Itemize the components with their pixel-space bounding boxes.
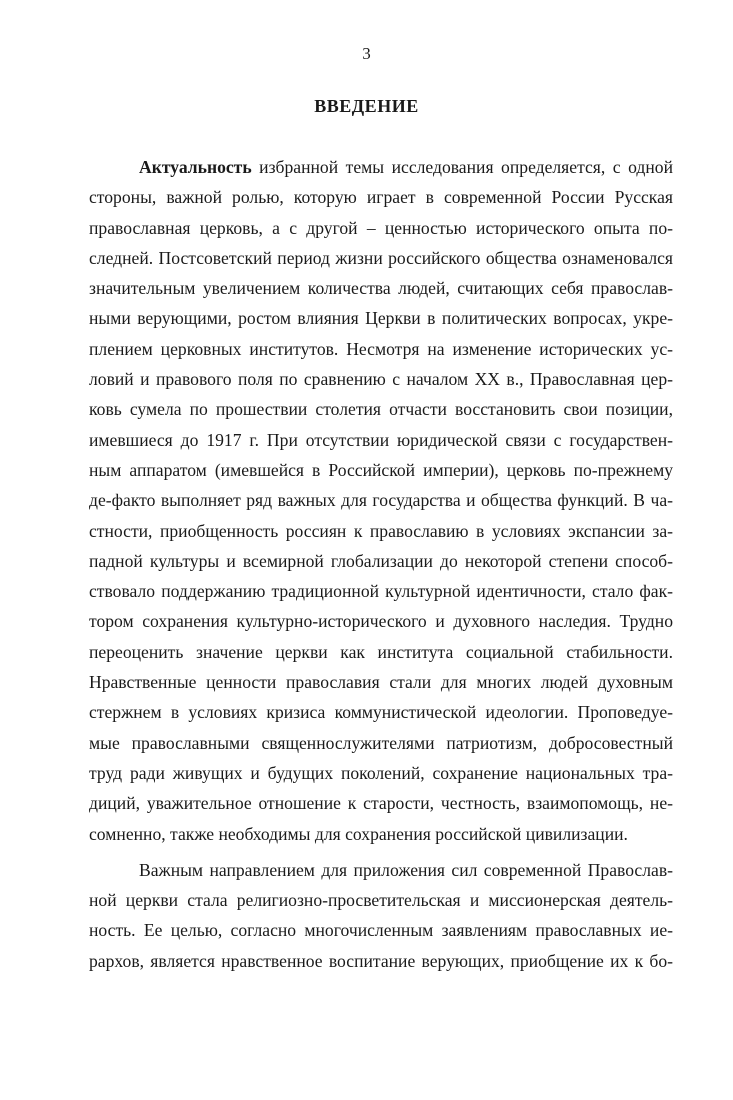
paragraph-line: труд ради живущих и будущих поколений, сохранение национальных тра- [89, 762, 673, 783]
paragraph-line: плением церковных институтов. Несмотря на изменение исторических ус- [89, 338, 673, 359]
paragraph-line: тором сохранения культурно-исторического и духовного наследия. Трудно [89, 611, 673, 632]
paragraph-line: диций, уважительное отношение к старости, честность, взаимопомощь, не- [89, 793, 673, 814]
page-title: ВВЕДЕНИЕ [314, 96, 419, 116]
paragraph-line: переоценить значение церкви как института социальной стабильности. [89, 641, 673, 662]
paragraph-1 [89, 152, 673, 849]
page-number: 3 [362, 44, 371, 63]
paragraph-line: ными верующими, ростом влияния Церкви в политических вопросах, укре- [89, 308, 673, 329]
paragraph-line: стороны, важной ролью, которую играет в современной России Русская [89, 187, 673, 208]
paragraph-line: стержнем в условиях кризиса коммунистической идеологии. Проповедуе- [89, 702, 673, 723]
paragraph-line: ным аппаратом (имевшейся в Российской империи), церковь по-прежнему [89, 459, 673, 480]
paragraph-line: ковь сумела по прошествии столетия отчасти восстановить свои позиции, [89, 399, 673, 420]
paragraph-line: имевшиеся до 1917 г. При отсутствии юридической связи с государствен- [89, 429, 673, 450]
paragraph-line: сомненно, также необходимы для сохранения российской цивилизации. [89, 823, 628, 844]
bold-term: Актуальность [139, 157, 252, 177]
paragraph-line: рархов, является нравственное воспитание верующих, приобщение их к бо- [89, 950, 673, 971]
line-text: избранной темы исследования определяется, с одной [251, 157, 673, 177]
paragraph-line: следней. Постсоветский период жизни российского общества ознаменовался [89, 247, 673, 268]
body-text [89, 152, 673, 976]
paragraph-line: Важным направлением для приложения сил современной Православ- [139, 859, 673, 880]
paragraph-line [89, 152, 673, 182]
paragraph-line: ствовало поддержанию традиционной культурной идентичности, стало фак- [89, 581, 673, 602]
paragraph-2 [89, 855, 673, 976]
paragraph-line: православная церковь, а с другой – ценностью исторического опыта по- [89, 217, 673, 238]
paragraph-line: мые православными священнослужителями патриотизм, добросовестный [89, 732, 673, 753]
paragraph-line: де-факто выполняет ряд важных для государства и общества функций. В ча- [89, 490, 673, 511]
paragraph-line: падной культуры и всемирной глобализации до некоторой степени способ- [89, 550, 673, 571]
paragraph-line: стности, приобщенность россиян к православию в условиях экспансии за- [89, 520, 673, 541]
paragraph-line: ной церкви стала религиозно-просветительская и миссионерская деятель- [89, 890, 673, 911]
paragraph-line: значительным увеличением количества людей, считающих себя православ- [89, 278, 673, 299]
paragraph-line: Нравственные ценности православия стали для многих людей духовным [89, 672, 673, 693]
paragraph-line: ловий и правового поля по сравнению с началом XX в., Православная цер- [89, 369, 673, 390]
paragraph-line: ность. Ее целью, согласно многочисленным заявлениям православных ие- [89, 920, 673, 941]
